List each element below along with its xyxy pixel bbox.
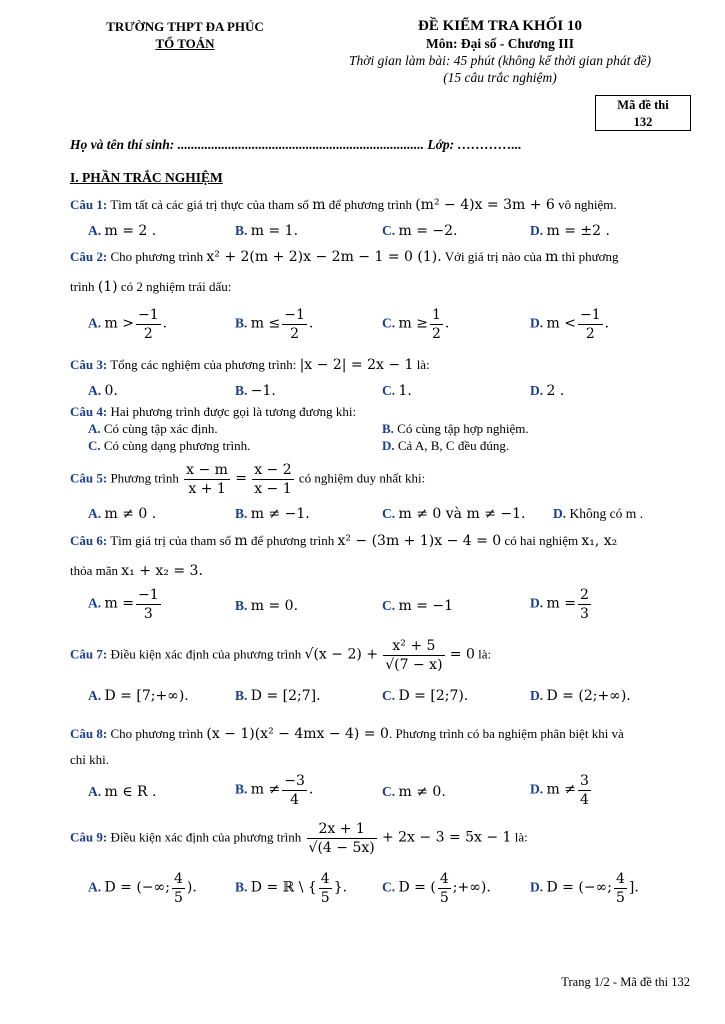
option-key: A. [88, 383, 102, 398]
math-expression: |x − 2| = 2x − 1 [299, 357, 414, 373]
numerator: 4 [320, 871, 330, 887]
fraction [438, 870, 451, 907]
section-title-text: I. PHẦN TRẮC NGHIỆM [70, 170, 223, 185]
option-b [235, 772, 313, 809]
question-text: để phương trình [328, 197, 412, 212]
question-text: để phương trình [250, 533, 335, 548]
option-key: D. [530, 595, 544, 611]
math-expression: x² − (3m + 1)x − 4 = 0 [337, 533, 502, 549]
denominator: 2 [290, 326, 300, 342]
denominator: 5 [320, 890, 330, 906]
option-d [530, 870, 639, 907]
numerator: 4 [615, 871, 625, 887]
question-label: Câu 9: [70, 829, 108, 845]
question-text: có 2 nghiệm trái dấu: [120, 279, 232, 294]
question-text: Tìm tất cả các giá trị thực của tham số [110, 197, 309, 212]
question-text: Cho phương trình [110, 726, 204, 741]
numerator: x − m [186, 462, 228, 478]
fraction [319, 870, 332, 907]
question-text: Phương trình [110, 470, 179, 486]
department-name: TỔ TOÁN [155, 36, 215, 51]
fraction [578, 586, 591, 623]
option-key: C. [382, 784, 396, 799]
option-key: D. [530, 383, 544, 398]
option-d [382, 438, 509, 454]
question-2 [70, 249, 619, 265]
question-text: là: [514, 829, 528, 845]
option-key: C. [382, 315, 396, 331]
option-key: D. [530, 781, 544, 797]
question-1 [70, 197, 617, 213]
option-key: C. [382, 598, 396, 613]
question-text: vô nghiệm. [558, 197, 617, 212]
option-key: A. [88, 506, 102, 521]
option-text: m = [104, 595, 134, 612]
option-key: A. [88, 879, 102, 895]
question-2-cont [70, 279, 231, 295]
option-b [235, 688, 321, 704]
option-text: D = [2;7]. [250, 688, 321, 704]
option-a [88, 223, 156, 239]
option-text: D = ( [398, 879, 436, 896]
question-6-cont [70, 563, 203, 579]
option-b [235, 870, 347, 907]
option-a [88, 506, 156, 522]
question-label: Câu 4: [70, 404, 108, 419]
option-c [382, 688, 468, 704]
option-text: Có cùng dạng phương trình. [103, 438, 251, 453]
option-b [235, 506, 310, 522]
option-c [88, 438, 250, 454]
option-c [382, 598, 453, 614]
option-text: Không có m . [569, 506, 643, 521]
fraction [282, 306, 307, 343]
option-text: m ≠ [250, 781, 281, 798]
numerator: 2x + 1 [307, 820, 377, 839]
exam-code-label: Mã đề thi [617, 98, 669, 112]
option-key: B. [235, 598, 248, 613]
numerator: −1 [284, 307, 305, 323]
question-8 [70, 726, 624, 742]
option-key: C. [382, 383, 396, 398]
denominator: √(4 − 5x) [308, 840, 375, 856]
option-key: B. [235, 506, 248, 521]
math-expression: = 0 [449, 646, 475, 663]
option-d [530, 223, 610, 239]
option-c [382, 306, 449, 343]
numerator: 1 [431, 307, 441, 323]
exam-question-count: (15 câu trắc nghiệm) [443, 70, 557, 85]
fraction [383, 637, 444, 674]
option-key: A. [88, 688, 102, 703]
math-expression: x² + 2(m + 2)x − 2m − 1 = 0 (1). [206, 249, 442, 265]
option-text: . [162, 315, 168, 332]
option-text: D = (−∞; [546, 879, 612, 896]
fraction [184, 461, 230, 498]
option-text: m = −1 [398, 598, 454, 614]
question-text: . Phương trình có ba nghiệm phân biệt khi và [388, 726, 624, 741]
math-expression: x₁, x₂ [581, 533, 618, 549]
option-d [530, 586, 593, 623]
option-b [235, 383, 276, 399]
question-9 [70, 820, 528, 857]
math-expression: = [235, 470, 247, 487]
denominator: x − 1 [254, 481, 292, 497]
option-a [88, 688, 189, 704]
fraction [282, 772, 307, 809]
option-a [88, 306, 167, 343]
option-text: m = [546, 595, 576, 612]
option-text: m ≤ [250, 315, 281, 332]
option-key: B. [235, 781, 248, 797]
numerator: 4 [439, 871, 449, 887]
denominator: 3 [579, 606, 589, 622]
question-text: Với giá trị nào của [444, 249, 542, 264]
option-key: A. [88, 223, 102, 238]
option-c [382, 784, 446, 800]
math-expression: √(x − 2) + [304, 646, 378, 663]
option-text: m = 0. [250, 598, 299, 614]
fraction [172, 870, 185, 907]
fraction [430, 306, 443, 343]
numerator: 2 [579, 587, 589, 603]
question-4 [70, 404, 356, 420]
option-c [382, 506, 525, 522]
option-text: 1. [398, 383, 412, 399]
option-text: 0. [104, 383, 118, 399]
denominator: 5 [173, 890, 183, 906]
math-expression: x₁ + x₂ = 3. [121, 563, 203, 579]
option-key: C. [382, 879, 396, 895]
option-d [530, 383, 564, 399]
denominator: 4 [290, 792, 300, 808]
school-name: TRƯỜNG THPT ĐA PHÚC [106, 19, 264, 34]
option-text: D = [7;+∞). [104, 688, 189, 704]
option-key: B. [382, 421, 394, 436]
option-text: . [308, 781, 314, 798]
math-expression: (1) [97, 279, 118, 295]
question-text: là: [478, 646, 492, 662]
question-text: có nghiệm duy nhất khi: [298, 470, 426, 486]
math-expression: + 2x − 3 = 5x − 1 [381, 829, 512, 846]
option-key: B. [235, 688, 248, 703]
question-label: Câu 2: [70, 249, 108, 264]
question-label: Câu 8: [70, 726, 108, 741]
numerator: x − 2 [254, 462, 292, 478]
question-text: Tổng các nghiệm của phương trình: [110, 357, 297, 372]
question-text: trình [70, 279, 95, 294]
option-text: Có cùng tập hợp nghiệm. [397, 421, 529, 436]
question-label: Câu 5: [70, 470, 108, 486]
numerator: −1 [137, 587, 159, 603]
fraction [136, 586, 161, 623]
option-text: m ∈ R . [104, 784, 157, 800]
option-text: m = ±2 . [546, 223, 610, 239]
denominator: 3 [143, 606, 153, 622]
option-key: A. [88, 421, 101, 436]
question-6 [70, 533, 617, 549]
option-key: B. [235, 223, 248, 238]
option-text: }. [333, 879, 348, 896]
option-d [553, 506, 643, 522]
denominator: 4 [579, 792, 589, 808]
question-text: Điều kiện xác định của phương trình [110, 646, 302, 662]
fraction [578, 772, 591, 809]
option-text: m ≠ −1. [250, 506, 310, 522]
student-info-line: Họ và tên thí sinh: ......................................................................... Lớp: …………... [70, 137, 522, 152]
option-key: D. [530, 879, 544, 895]
option-text: D = (2;+∞). [546, 688, 631, 704]
option-text: m ≠ 0. [398, 784, 446, 800]
denominator: x + 1 [188, 481, 226, 497]
math-expression: m [234, 533, 248, 549]
exam-subject: Môn: Đại số - Chương III [426, 36, 574, 51]
option-text: D = [2;7). [398, 688, 469, 704]
option-a [88, 421, 218, 437]
option-key: C. [382, 506, 396, 521]
option-text: m ≠ 0 và m ≠ −1. [398, 506, 526, 522]
option-text: ). [186, 879, 197, 896]
option-text: m = 2 . [104, 223, 157, 239]
option-text: m ≠ 0 . [104, 506, 157, 522]
option-key: D. [553, 506, 567, 521]
question-label: Câu 6: [70, 533, 108, 548]
option-key: D. [382, 438, 395, 453]
denominator: 2 [585, 326, 595, 342]
exam-code-box [595, 95, 691, 131]
option-b [235, 598, 298, 614]
question-7 [70, 637, 491, 674]
fraction [307, 820, 377, 857]
option-a [88, 586, 163, 623]
numerator: x² + 5 [383, 637, 444, 656]
option-b [235, 306, 313, 343]
option-text: 2 . [546, 383, 565, 399]
question-text: Cho phương trình [110, 249, 204, 264]
option-text: m > [104, 315, 134, 332]
question-label: Câu 7: [70, 646, 108, 662]
option-text: D = (−∞; [104, 879, 170, 896]
question-5 [70, 461, 425, 498]
question-text: Tìm giá trị của tham số [110, 533, 232, 548]
option-text: . [308, 315, 314, 332]
page-footer: Trang 1/2 - Mã đề thi 132 [561, 975, 690, 989]
fraction [252, 461, 293, 498]
denominator: 2 [431, 326, 441, 342]
option-text: Cả A, B, C đều đúng. [397, 438, 510, 453]
denominator: 5 [439, 890, 449, 906]
option-key: B. [235, 315, 248, 331]
question-text: thì phương [561, 249, 619, 264]
math-expression: (x − 1)(x² − 4mx − 4) = 0 [206, 726, 389, 742]
question-text: chỉ khi. [70, 752, 109, 767]
numerator: −1 [579, 307, 601, 323]
option-key: A. [88, 315, 102, 331]
option-b [235, 223, 298, 239]
math-expression: m [545, 249, 559, 265]
math-expression: (m² − 4)x = 3m + 6 [415, 197, 555, 213]
exam-code-value: 132 [633, 115, 653, 129]
option-text: m < [546, 315, 576, 332]
option-text: Có cùng tập xác định. [103, 421, 218, 436]
math-expression: m [312, 197, 326, 213]
option-key: D. [530, 688, 544, 703]
question-label: Câu 1: [70, 197, 108, 212]
option-text: m = 1. [250, 223, 299, 239]
option-c [382, 383, 412, 399]
fraction [614, 870, 627, 907]
option-c [382, 223, 458, 239]
option-text: ;+∞). [452, 879, 491, 896]
option-a [88, 383, 118, 399]
denominator: 2 [143, 326, 153, 342]
question-3 [70, 357, 430, 373]
fraction [578, 306, 603, 343]
section-title [70, 170, 223, 186]
question-text: Điều kiện xác định của phương trình [110, 829, 302, 845]
denominator: √(7 − x) [385, 657, 443, 673]
question-text: có hai nghiệm [504, 533, 579, 548]
option-key: A. [88, 784, 102, 799]
option-key: C. [88, 438, 101, 453]
numerator: 4 [173, 871, 183, 887]
option-text: . [604, 315, 610, 332]
option-a [88, 870, 197, 907]
option-d [530, 688, 631, 704]
option-text: D = ℝ \ { [250, 879, 317, 896]
option-text: m = −2. [398, 223, 458, 239]
option-key: B. [235, 879, 248, 895]
option-d [530, 772, 593, 809]
option-key: A. [88, 595, 102, 611]
denominator: 5 [615, 890, 625, 906]
option-c [382, 870, 491, 907]
numerator: −3 [284, 773, 305, 789]
numerator: 3 [579, 773, 589, 789]
option-text: −1. [250, 383, 276, 399]
option-text: . [444, 315, 450, 332]
option-key: D. [530, 315, 544, 331]
school-header [70, 18, 300, 52]
question-8-cont [70, 752, 109, 768]
option-a [88, 784, 156, 800]
option-key: C. [382, 688, 396, 703]
option-key: D. [530, 223, 544, 238]
option-text: ]. [628, 879, 639, 896]
option-key: C. [382, 223, 396, 238]
question-text: Hai phương trình được gọi là tương đương khi: [110, 404, 357, 419]
option-b [382, 421, 529, 437]
option-key: B. [235, 383, 248, 398]
exam-duration: Thời gian làm bài: 45 phút (không kể thời gian phát đề) [348, 53, 651, 68]
question-text: thỏa mãn [70, 563, 119, 578]
exam-title: ĐỀ KIỂM TRA KHỐI 10 [418, 18, 582, 34]
fraction [136, 306, 161, 343]
exam-header [320, 18, 680, 86]
option-text: m ≠ [546, 781, 576, 798]
option-text: m ≥ [398, 315, 428, 332]
question-label: Câu 3: [70, 357, 108, 372]
numerator: −1 [137, 307, 159, 323]
option-d [530, 306, 609, 343]
question-text: là: [416, 357, 430, 372]
